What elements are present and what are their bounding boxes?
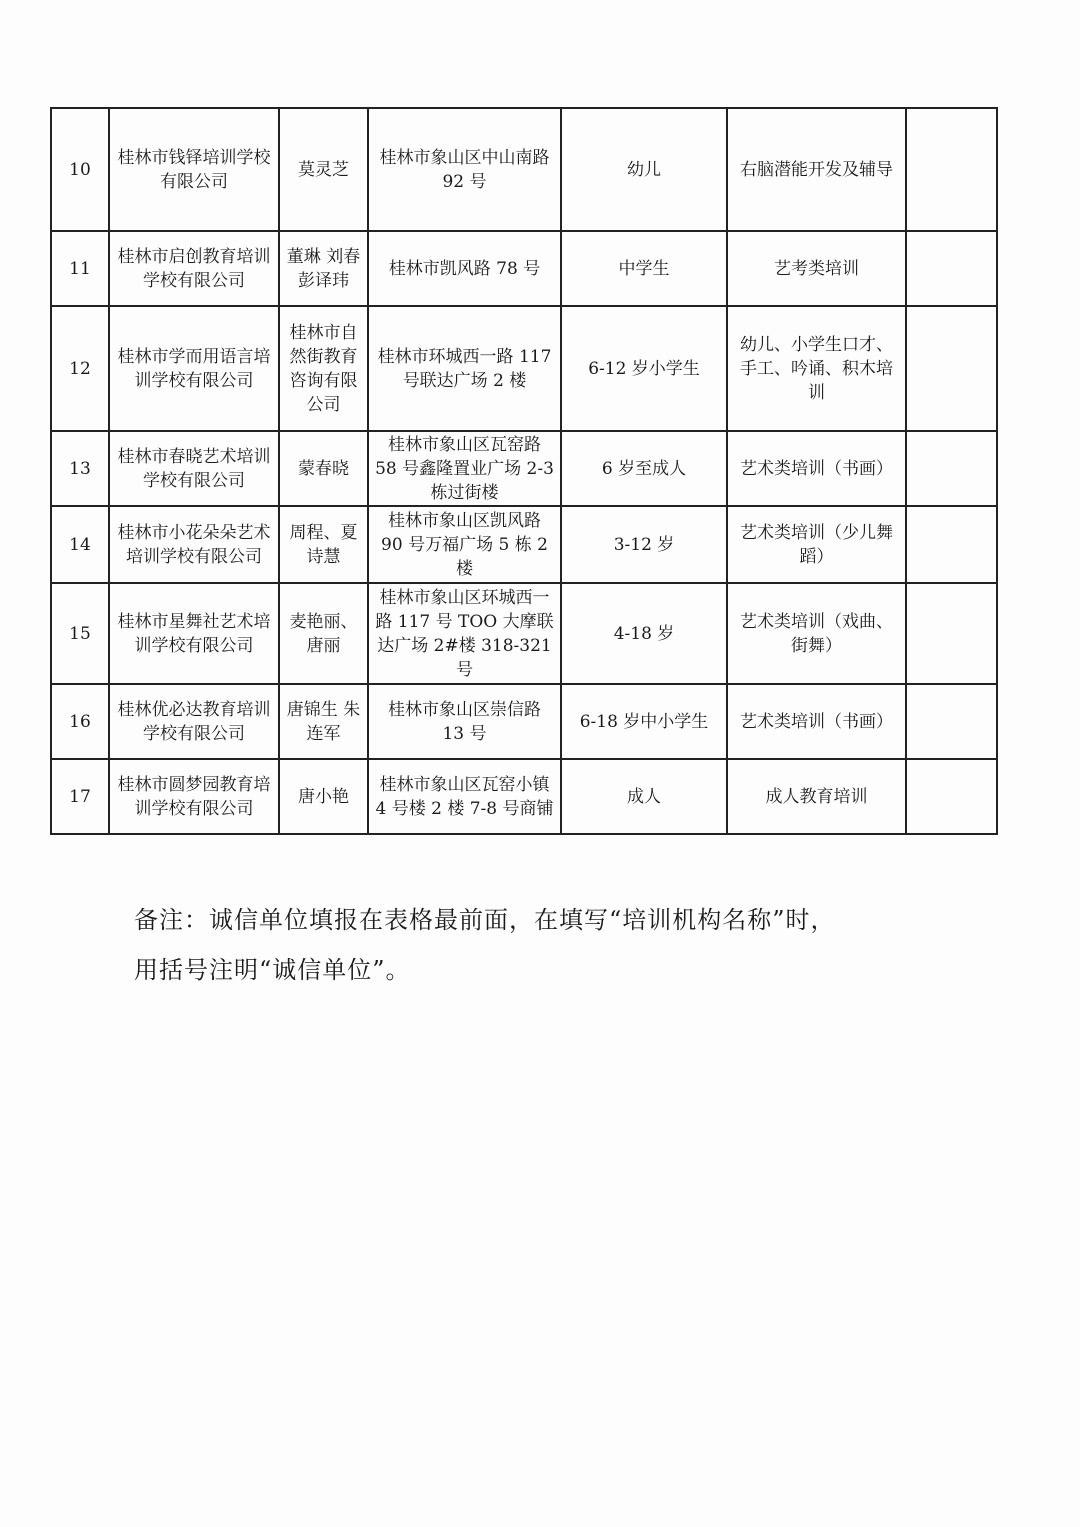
target-audience: 6-18 岁中小学生 (561, 684, 727, 759)
training-content: 艺术类培训（书画） (727, 684, 906, 759)
responsible-person: 蒙春晓 (279, 431, 368, 506)
training-content: 艺术类培训（少儿舞蹈） (727, 506, 906, 583)
row-number: 16 (51, 684, 109, 759)
training-content: 幼儿、小学生口才、手工、吟诵、积木培训 (727, 306, 906, 431)
table-row (51, 306, 997, 431)
institution-name: 桂林市钱铎培训学校有限公司 (109, 108, 279, 231)
row-number: 14 (51, 506, 109, 583)
institution-address: 桂林市象山区崇信路 13 号 (368, 684, 561, 759)
table-row (51, 506, 997, 583)
responsible-person: 莫灵芝 (279, 108, 368, 231)
table-row (51, 431, 997, 506)
target-audience: 4-18 岁 (561, 583, 727, 684)
target-audience: 6-12 岁小学生 (561, 306, 727, 431)
training-content: 成人教育培训 (727, 759, 906, 834)
institution-address: 桂林市环城西一路 117 号联达广场 2 楼 (368, 306, 561, 431)
training-content: 右脑潜能开发及辅导 (727, 108, 906, 231)
training-content: 艺考类培训 (727, 231, 906, 306)
institution-address: 桂林市象山区瓦窑小镇 4 号楼 2 楼 7-8 号商铺 (368, 759, 561, 834)
institution-name: 桂林市学而用语言培训学校有限公司 (109, 306, 279, 431)
row-number: 10 (51, 108, 109, 231)
target-audience: 3-12 岁 (561, 506, 727, 583)
row-number: 15 (51, 583, 109, 684)
responsible-person: 董琳 刘春 彭译玮 (279, 231, 368, 306)
remark-cell (906, 506, 997, 583)
responsible-person: 麦艳丽、唐丽 (279, 583, 368, 684)
institution-name: 桂林市启创教育培训学校有限公司 (109, 231, 279, 306)
responsible-person: 桂林市自然街教育咨询有限公司 (279, 306, 368, 431)
remark-cell (906, 759, 997, 834)
institution-name: 桂林市春晓艺术培训学校有限公司 (109, 431, 279, 506)
institution-name: 桂林市小花朵朵艺术培训学校有限公司 (109, 506, 279, 583)
remark-cell (906, 231, 997, 306)
responsible-person: 唐锦生 朱连军 (279, 684, 368, 759)
row-number: 13 (51, 431, 109, 506)
target-audience: 6 岁至成人 (561, 431, 727, 506)
institution-address: 桂林市象山区凯风路 90 号万福广场 5 栋 2 楼 (368, 506, 561, 583)
target-audience: 中学生 (561, 231, 727, 306)
institution-name: 桂林优必达教育培训学校有限公司 (109, 684, 279, 759)
training-content: 艺术类培训（书画） (727, 431, 906, 506)
table-row (51, 759, 997, 834)
target-audience: 幼儿 (561, 108, 727, 231)
table-row (51, 583, 997, 684)
table-row (51, 108, 997, 231)
footnote-line-2: 用括号注明“诚信单位”。 (134, 956, 411, 984)
training-content: 艺术类培训（戏曲、街舞） (727, 583, 906, 684)
responsible-person: 周程、夏诗慧 (279, 506, 368, 583)
remark-cell (906, 431, 997, 506)
institution-name: 桂林市圆梦园教育培训学校有限公司 (109, 759, 279, 834)
institution-address: 桂林市象山区环城西一路 117 号 TOO 大摩联达广场 2#楼 318-321 号 (368, 583, 561, 684)
institution-address: 桂林市象山区中山南路 92 号 (368, 108, 561, 231)
responsible-person: 唐小艳 (279, 759, 368, 834)
remark-cell (906, 583, 997, 684)
row-number: 17 (51, 759, 109, 834)
table-row (51, 231, 997, 306)
footnote (134, 895, 954, 995)
institution-address: 桂林市象山区瓦窑路 58 号鑫隆置业广场 2-3 栋过街楼 (368, 431, 561, 506)
institution-name: 桂林市星舞社艺术培训学校有限公司 (109, 583, 279, 684)
target-audience: 成人 (561, 759, 727, 834)
row-number: 12 (51, 306, 109, 431)
row-number: 11 (51, 231, 109, 306)
table-row (51, 684, 997, 759)
footnote-line-1: 备注：诚信单位填报在表格最前面，在填写“培训机构名称”时， (134, 906, 836, 934)
remark-cell (906, 306, 997, 431)
training-institution-table (50, 107, 998, 835)
remark-cell (906, 108, 997, 231)
institution-address: 桂林市凯风路 78 号 (368, 231, 561, 306)
remark-cell (906, 684, 997, 759)
